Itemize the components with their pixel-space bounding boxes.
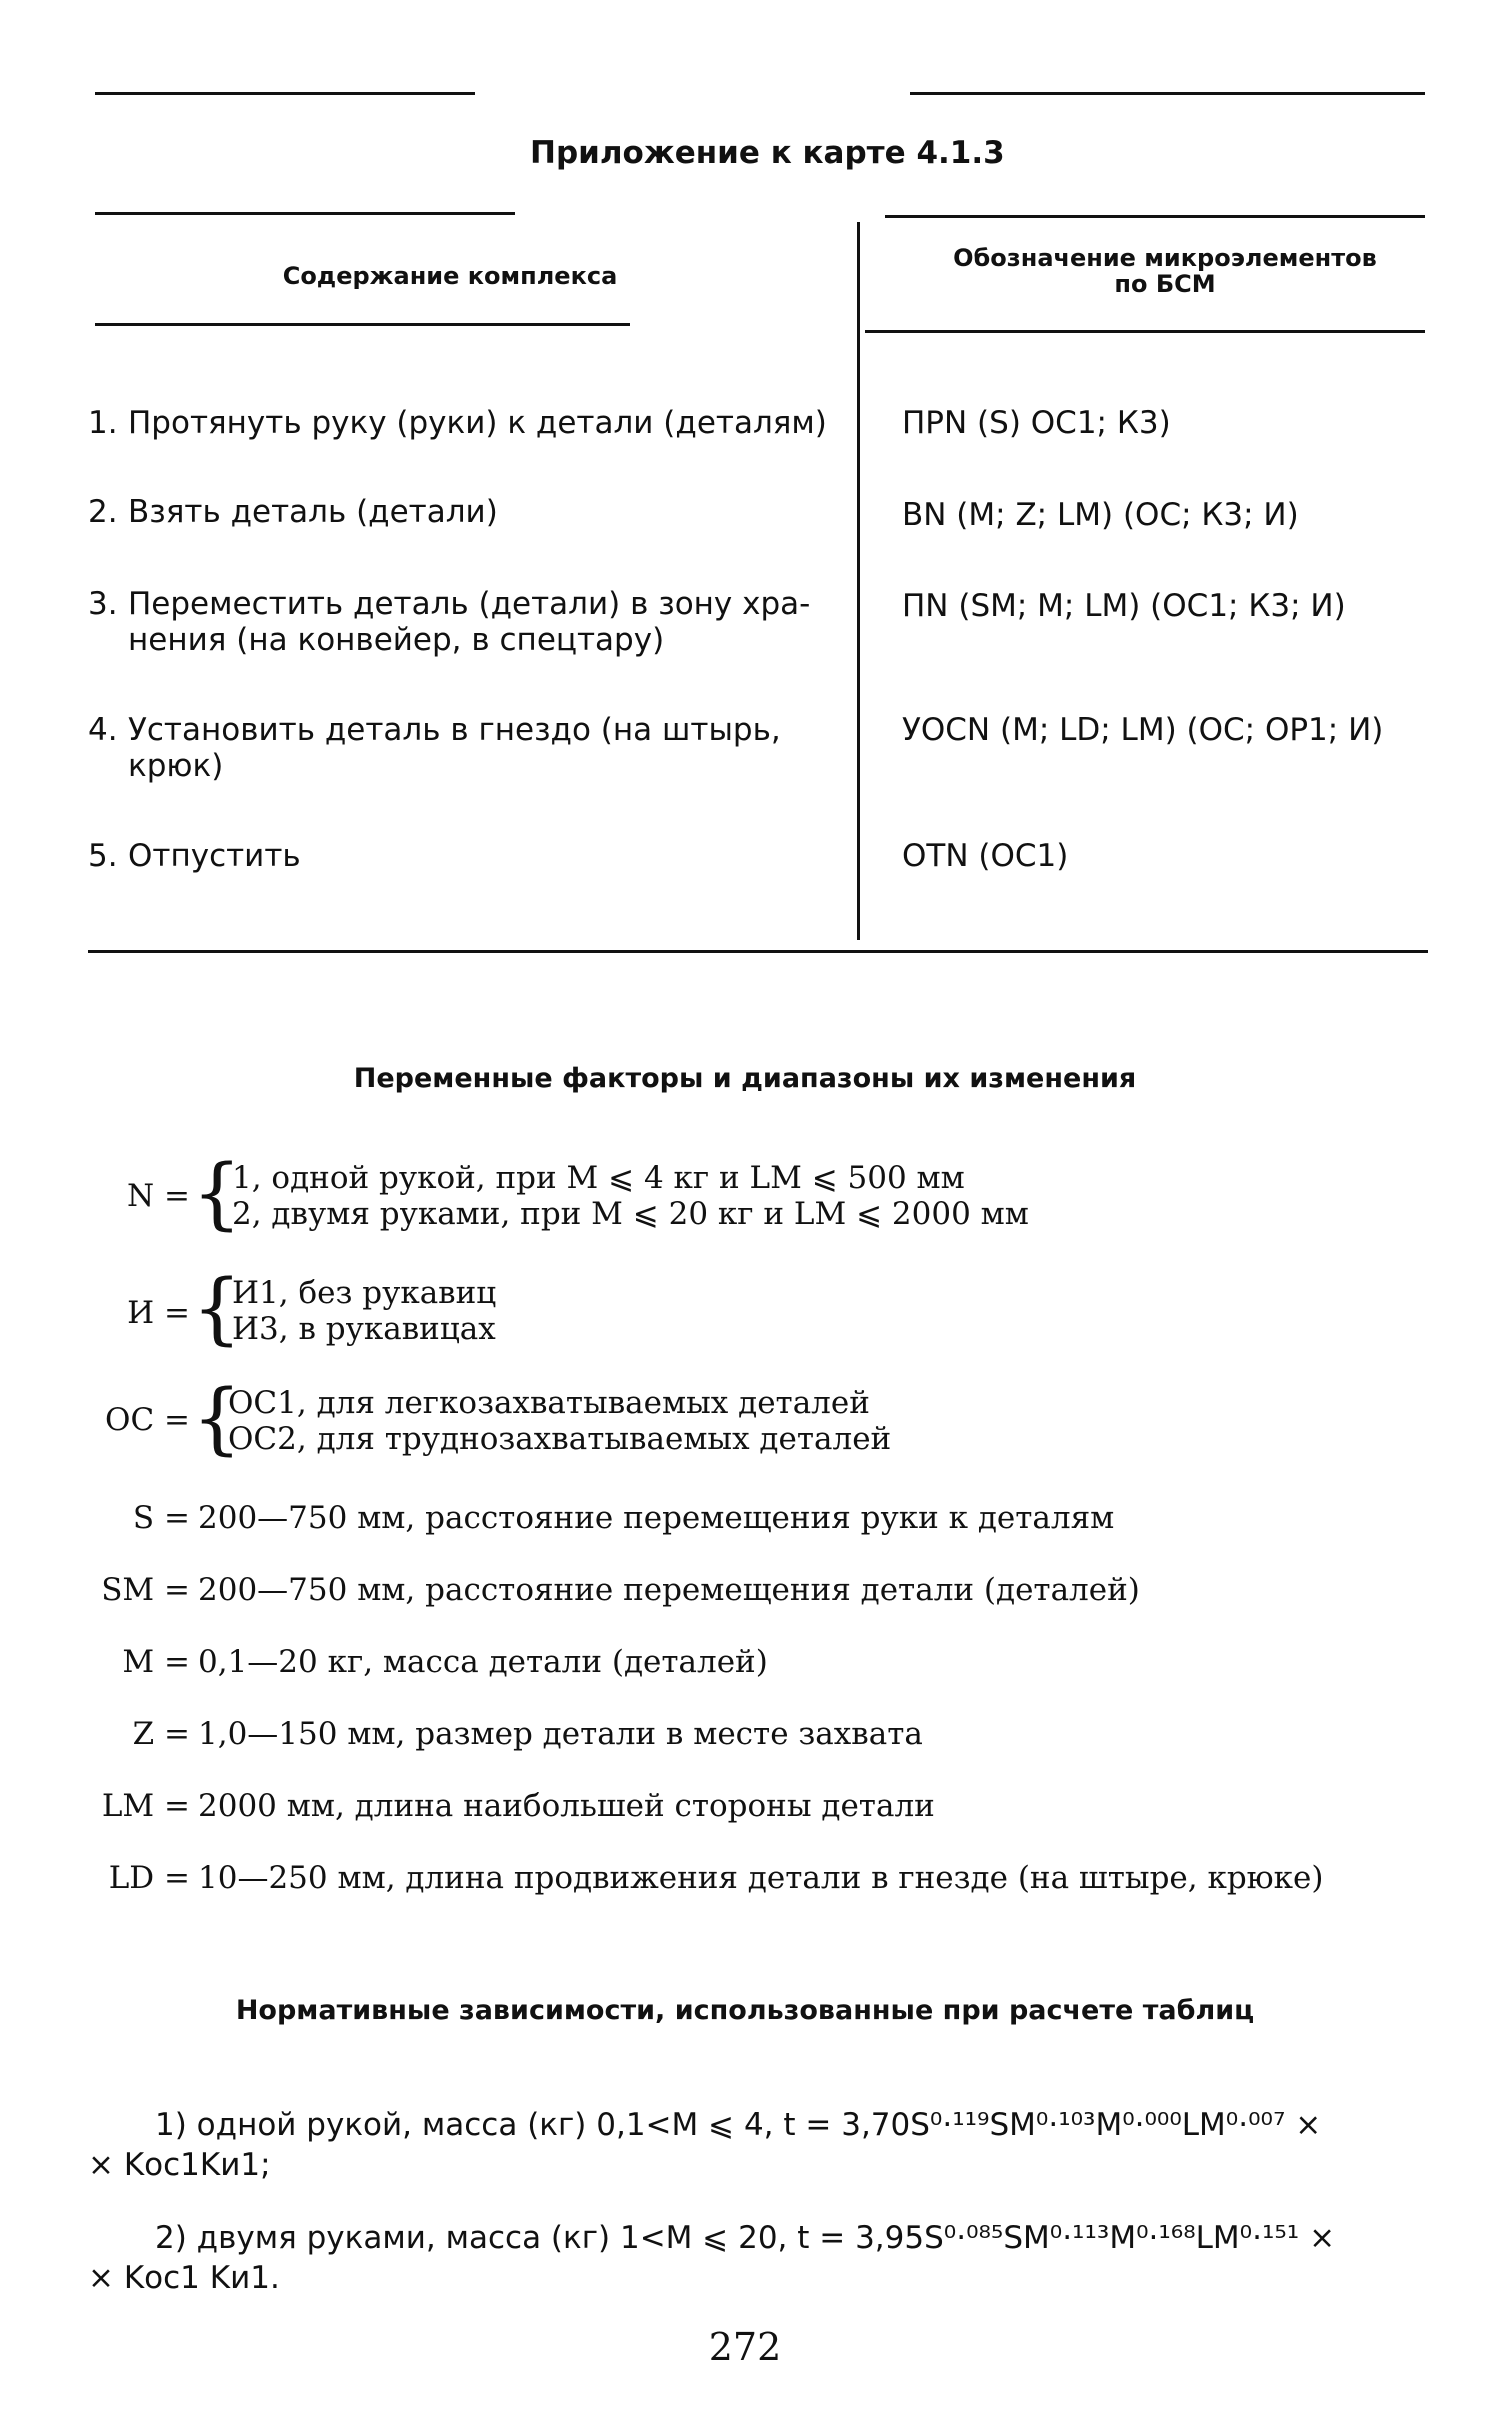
variables-title: Переменные факторы и диапазоны их изменения xyxy=(353,1063,1137,1094)
var-n-option: 1, одной рукой, при M ⩽ 4 кг и LM ⩽ 500 мм xyxy=(232,1160,965,1196)
brace-i: { xyxy=(192,1264,242,1354)
formula-one-hand-continuation: × Kос1Kи1; xyxy=(88,2147,271,2183)
var-i-option: И1, без рукавиц xyxy=(232,1275,497,1311)
var-description: 200—750 мм, расстояние перемещения руки к деталям xyxy=(198,1500,1115,1536)
formula-two-hands-continuation: × Kос1 Kи1. xyxy=(88,2260,280,2296)
formula-one-hand: 1) одной рукой, масса (кг) 0,1<M ⩽ 4, t = 3,70S⁰·¹¹⁹SM⁰·¹⁰³M⁰·⁰⁰⁰LM⁰·⁰⁰⁷ × xyxy=(155,2107,1322,2143)
appendix-title: Приложение к карте 4.1.3 xyxy=(530,135,1005,171)
var-description: 200—750 мм, расстояние перемещения детали (деталей) xyxy=(198,1572,1140,1608)
col2-header-line1: Обозначение микроэлементов xyxy=(953,244,1377,272)
table-row xyxy=(88,712,858,784)
row-content: Отпустить xyxy=(128,838,301,874)
var-label: M = xyxy=(122,1644,190,1680)
row-code: ПРN (S) OC1; К3) xyxy=(902,405,1171,441)
row-code: BN (M; Z; LM) (OC; К3; И) xyxy=(902,497,1299,533)
norms-title: Нормативные зависимости, использованные при расчете таблиц xyxy=(235,1995,1255,2026)
var-i-option: И3, в рукавицах xyxy=(232,1311,496,1347)
var-label: Z = xyxy=(132,1716,190,1752)
page-number: 272 xyxy=(708,2325,782,2369)
var-label: LM = xyxy=(101,1788,190,1824)
row-content-continuation: нения (на конвейер, в спецтару) xyxy=(128,622,665,658)
table-row xyxy=(88,586,858,658)
table-row xyxy=(88,838,858,874)
col2-header-line2: по БСМ xyxy=(1114,270,1216,298)
header-bottom-rule-left xyxy=(95,323,630,326)
table-top-rule-right xyxy=(885,215,1425,218)
table-column-divider xyxy=(857,222,860,940)
row-code: УOCN (M; LD; LM) (OC; OP1; И) xyxy=(902,712,1384,748)
var-oc-option: OC1, для легкозахватываемых деталей xyxy=(228,1385,870,1421)
table-row xyxy=(88,494,858,530)
brace-oc: { xyxy=(192,1374,242,1464)
formula-two-hands: 2) двумя руками, масса (кг) 1<M ⩽ 20, t = 3,95S⁰·⁰⁸⁵SM⁰·¹¹³M⁰·¹⁶⁸LM⁰·¹⁵¹ × xyxy=(155,2220,1336,2256)
header-bottom-rule-right xyxy=(865,330,1425,333)
top-rule-left xyxy=(95,92,475,95)
row-content: Переместить деталь (детали) в зону хра- xyxy=(128,586,811,622)
row-number: 3. xyxy=(88,586,118,622)
var-label: LD = xyxy=(108,1860,190,1896)
var-description: 1,0—150 мм, размер детали в месте захвата xyxy=(198,1716,923,1752)
row-number: 2. xyxy=(88,494,118,530)
var-description: 10—250 мм, длина продвижения детали в гнезде (на штыре, крюке) xyxy=(198,1860,1324,1896)
var-label-n: N = xyxy=(127,1178,190,1214)
row-content: Установить деталь в гнездо (на штырь, xyxy=(128,712,781,748)
var-description: 2000 мм, длина наибольшей стороны детали xyxy=(198,1788,935,1824)
var-label-oc: OC = xyxy=(105,1402,190,1438)
var-n-option: 2, двумя руками, при M ⩽ 20 кг и LM ⩽ 2000 мм xyxy=(232,1196,1029,1232)
row-content: Взять деталь (детали) xyxy=(128,494,498,530)
row-number: 4. xyxy=(88,712,118,748)
var-label-i: И = xyxy=(127,1295,190,1331)
row-number: 1. xyxy=(88,405,118,441)
table-top-rule-left xyxy=(95,212,515,215)
top-rule-right xyxy=(910,92,1425,95)
row-code: ПN (SM; M; LM) (OC1; К3; И) xyxy=(902,588,1346,624)
table-bottom-rule xyxy=(88,950,1428,953)
var-label: S = xyxy=(132,1500,190,1536)
col1-header: Содержание комплекса xyxy=(282,262,618,290)
row-content-continuation: крюк) xyxy=(128,748,224,784)
var-oc-option: OC2, для труднозахватываемых деталей xyxy=(228,1421,892,1457)
brace-n: { xyxy=(192,1149,242,1239)
var-label: SM = xyxy=(101,1572,190,1608)
row-content: Протянуть руку (руки) к детали (деталям) xyxy=(128,405,827,441)
table-row xyxy=(88,405,858,441)
row-number: 5. xyxy=(88,838,118,874)
var-description: 0,1—20 кг, масса детали (деталей) xyxy=(198,1644,768,1680)
row-code: OTN (OC1) xyxy=(902,838,1069,874)
